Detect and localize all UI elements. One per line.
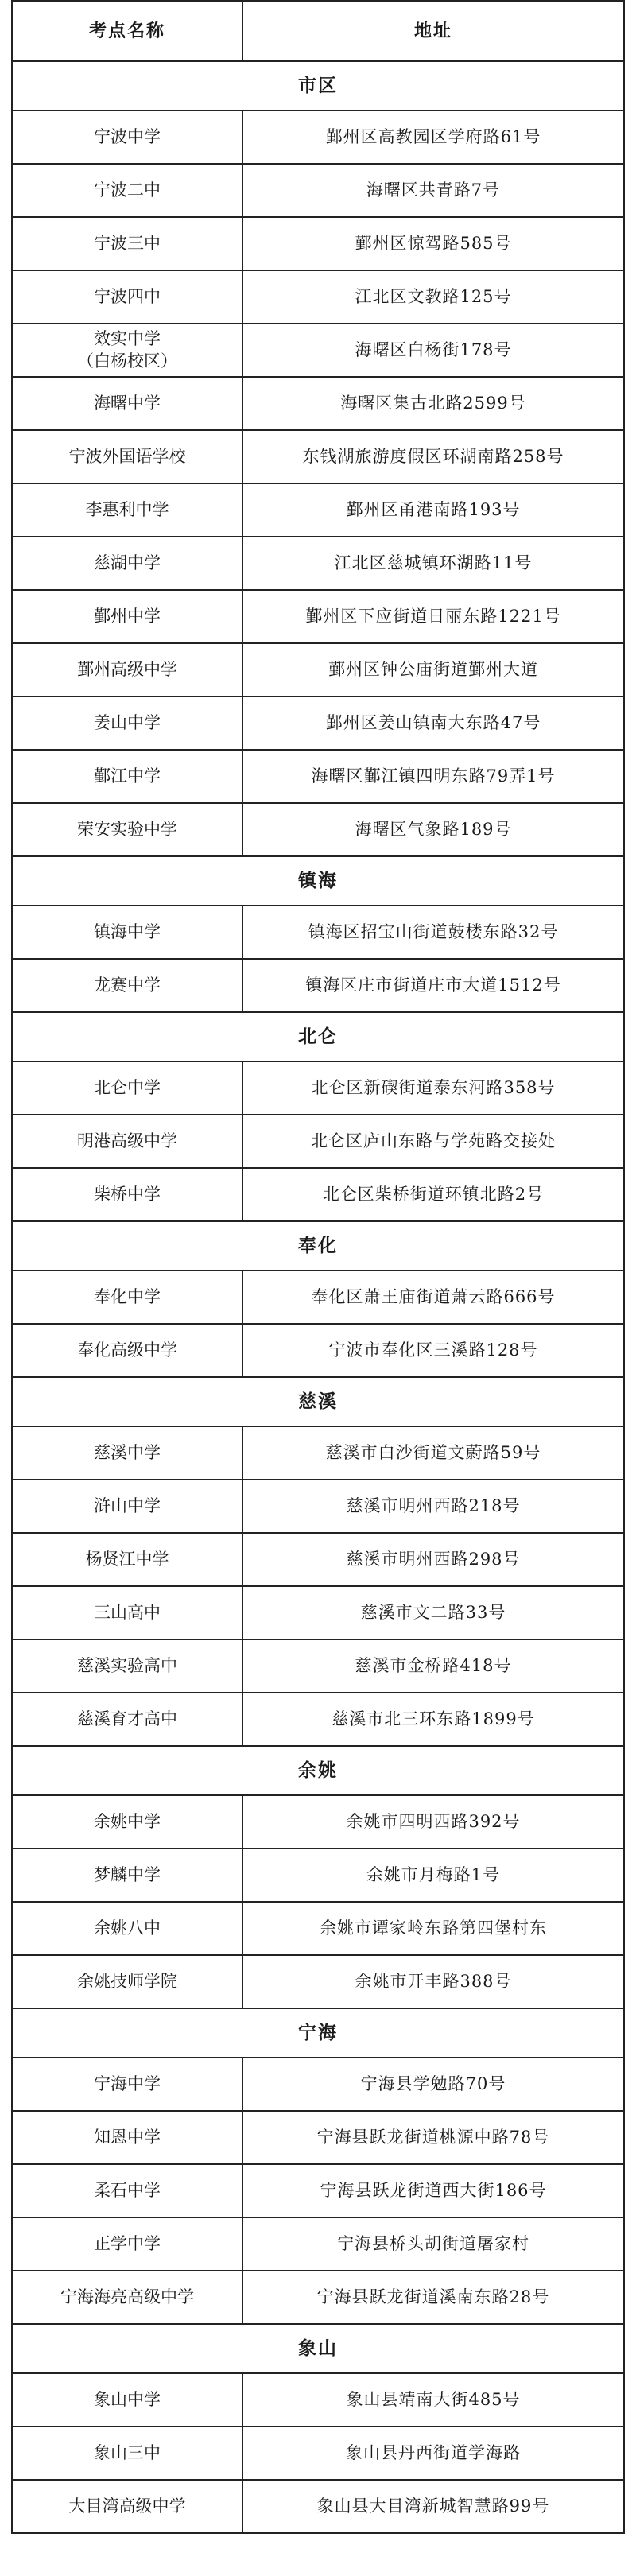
exam-site-name: 奉化中学: [94, 1286, 161, 1306]
exam-site-name: （白杨校区）: [77, 351, 177, 370]
exam-site-name-cell: [12, 590, 242, 643]
exam-site-address: 宁波市奉化区三溪路128号: [242, 1324, 624, 1377]
table-row: [12, 1271, 624, 1324]
table-row: [12, 590, 624, 643]
exam-site-name: 龙赛中学: [94, 975, 161, 995]
exam-site-address: 宁海县学勉路70号: [242, 2058, 624, 2111]
table-row: [12, 1795, 624, 1849]
exam-site-address: 镇海区招宝山街道鼓楼东路32号: [242, 906, 624, 959]
exam-site-name: 宁波外国语学校: [68, 446, 186, 466]
table-row: [12, 906, 624, 959]
exam-site-name-cell: [12, 1902, 242, 1955]
table-row: [12, 1639, 624, 1693]
exam-site-name-cell: [12, 111, 242, 164]
table-row: [12, 217, 624, 270]
table-row: [12, 430, 624, 483]
exam-site-address: 慈溪市北三环东路1899号: [242, 1693, 624, 1746]
exam-site-name-cell: [12, 1795, 242, 1849]
table-row: [12, 1480, 624, 1533]
exam-site-address: 余姚市开丰路388号: [242, 1955, 624, 2008]
exam-site-address: 海曙区鄞江镇四明东路79弄1号: [242, 750, 624, 803]
region-row: [12, 1746, 624, 1795]
exam-site-name-cell: [12, 2164, 242, 2217]
exam-site-name: 奉化高级中学: [77, 1340, 177, 1360]
exam-site-address: 宁海县跃龙街道西大街186号: [242, 2164, 624, 2217]
exam-site-address: 海曙区气象路189号: [242, 803, 624, 856]
table-row: [12, 750, 624, 803]
exam-site-name: 象山中学: [94, 2389, 161, 2409]
region-name: 市区: [12, 61, 624, 111]
exam-site-name-cell: [12, 2480, 242, 2533]
region-row: [12, 856, 624, 906]
exam-site-name: 正学中学: [94, 2233, 161, 2253]
exam-site-name-cell: [12, 906, 242, 959]
region-row: [12, 1221, 624, 1271]
exam-site-name: 效实中学: [94, 329, 161, 349]
exam-site-name: 浒山中学: [94, 1496, 161, 1515]
exam-site-name: 知恩中学: [94, 2127, 161, 2147]
exam-site-address: 慈溪市白沙街道文蔚路59号: [242, 1426, 624, 1480]
exam-site-address: 象山县丹西街道学海路: [242, 2427, 624, 2480]
exam-site-name: 姜山中学: [94, 712, 161, 732]
region-name: 奉化: [12, 1221, 624, 1271]
exam-site-name: 象山三中: [94, 2442, 161, 2462]
table-row: [12, 2058, 624, 2111]
table-row: [12, 1324, 624, 1377]
exam-site-name: 鄞州高级中学: [77, 659, 177, 679]
exam-site-name-cell: [12, 1324, 242, 1377]
exam-site-address: 余姚市谭家岭东路第四堡村东: [242, 1902, 624, 1955]
table-row: [12, 1533, 624, 1586]
exam-site-address: 余姚市月梅路1号: [242, 1849, 624, 1902]
exam-site-address: 鄞州区姜山镇南大东路47号: [242, 696, 624, 750]
table-row: [12, 2373, 624, 2427]
table-row: [12, 1902, 624, 1955]
exam-site-name: 杨贤江中学: [85, 1549, 169, 1569]
table-row: [12, 324, 624, 377]
exam-site-name: 北仑中学: [94, 1077, 161, 1097]
exam-site-name: 宁海海亮高级中学: [60, 2287, 194, 2306]
exam-site-address: 鄞州区下应街道日丽东路1221号: [242, 590, 624, 643]
exam-site-address: 宁海县桥头胡街道屠家村: [242, 2217, 624, 2271]
exam-site-name-cell: [12, 430, 242, 483]
region-name: 宁海: [12, 2008, 624, 2058]
region-row: [12, 1377, 624, 1426]
exam-site-name-cell: [12, 1533, 242, 1586]
exam-site-name-cell: [12, 2271, 242, 2324]
table-row: [12, 270, 624, 324]
exam-site-name: 慈溪实验高中: [77, 1655, 177, 1675]
exam-site-name: 三山高中: [94, 1602, 161, 1622]
exam-site-name: 李惠利中学: [85, 499, 169, 519]
table-row: [12, 1115, 624, 1168]
exam-site-name-cell: [12, 377, 242, 430]
exam-site-address: 鄞州区惊驾路585号: [242, 217, 624, 270]
exam-site-address: 余姚市四明西路392号: [242, 1795, 624, 1849]
region-row: [12, 1012, 624, 1061]
exam-site-address: 慈溪市金桥路418号: [242, 1639, 624, 1693]
exam-site-address: 东钱湖旅游度假区环湖南路258号: [242, 430, 624, 483]
exam-site-name-cell: [12, 2373, 242, 2427]
table-row: [12, 377, 624, 430]
exam-site-name-cell: [12, 2058, 242, 2111]
table-row: [12, 2164, 624, 2217]
exam-site-address: 慈溪市文二路33号: [242, 1586, 624, 1639]
exam-site-name: 大目湾高级中学: [68, 2496, 186, 2516]
table-row: [12, 643, 624, 696]
exam-site-address: 鄞州区甬港南路193号: [242, 483, 624, 537]
exam-site-name-cell: [12, 2427, 242, 2480]
exam-site-name-cell: [12, 1639, 242, 1693]
table-row: [12, 696, 624, 750]
header-row: [12, 1, 624, 61]
exam-site-name-cell: [12, 483, 242, 537]
exam-site-name: 柴桥中学: [94, 1184, 161, 1204]
table-row: [12, 1426, 624, 1480]
exam-site-name-cell: [12, 537, 242, 590]
exam-site-name-cell: [12, 2217, 242, 2271]
region-name: 镇海: [12, 856, 624, 906]
exam-site-name: 宁波二中: [94, 180, 161, 200]
exam-site-address: 江北区文教路125号: [242, 270, 624, 324]
exam-site-address: 慈溪市明州西路218号: [242, 1480, 624, 1533]
exam-site-address: 象山县靖南大街485号: [242, 2373, 624, 2427]
exam-site-table: [11, 0, 625, 2534]
table-row: [12, 803, 624, 856]
table-row: [12, 2271, 624, 2324]
exam-site-name-cell: [12, 1061, 242, 1115]
exam-site-name: 柔石中学: [94, 2180, 161, 2200]
exam-site-address: 象山县大目湾新城智慧路99号: [242, 2480, 624, 2533]
exam-site-name: 荣安实验中学: [77, 819, 177, 839]
exam-site-name-cell: [12, 803, 242, 856]
exam-site-address: 鄞州区高教园区学府路61号: [242, 111, 624, 164]
table-row: [12, 1061, 624, 1115]
table-row: [12, 164, 624, 217]
header-exam-site-name: 考点名称: [12, 1, 242, 61]
region-name: 北仑: [12, 1012, 624, 1061]
exam-site-name-cell: [12, 1271, 242, 1324]
exam-site-address: 奉化区萧王庙街道萧云路666号: [242, 1271, 624, 1324]
region-name: 象山: [12, 2324, 624, 2373]
table-row: [12, 2480, 624, 2533]
table-row: [12, 1586, 624, 1639]
exam-site-name: 鄞州中学: [94, 606, 161, 626]
region-name: 余姚: [12, 1746, 624, 1795]
exam-site-name: 慈溪中学: [94, 1442, 161, 1462]
exam-site-name-cell: [12, 750, 242, 803]
region-row: [12, 2008, 624, 2058]
table-row: [12, 2427, 624, 2480]
exam-site-name-cell: [12, 1586, 242, 1639]
exam-site-address: 宁海县跃龙街道溪南东路28号: [242, 2271, 624, 2324]
exam-site-address: 北仑区庐山东路与学苑路交接处: [242, 1115, 624, 1168]
table-body: [12, 61, 624, 2533]
exam-site-address: 海曙区集古北路2599号: [242, 377, 624, 430]
exam-site-address: 海曙区共青路7号: [242, 164, 624, 217]
exam-site-name: 宁波四中: [94, 286, 161, 306]
table-header: [12, 1, 624, 61]
table-row: [12, 1168, 624, 1221]
exam-site-name: 慈溪育才高中: [77, 1709, 177, 1728]
exam-site-name: 慈湖中学: [94, 553, 161, 572]
exam-site-name: 梦麟中学: [94, 1864, 161, 1884]
exam-site-name: 余姚八中: [94, 1918, 161, 1938]
exam-site-name-cell: [12, 2111, 242, 2164]
exam-site-address: 江北区慈城镇环湖路11号: [242, 537, 624, 590]
table-row: [12, 537, 624, 590]
exam-site-name: 海曙中学: [94, 393, 161, 413]
table-row: [12, 2111, 624, 2164]
table-row: [12, 483, 624, 537]
exam-site-name: 宁波中学: [94, 126, 161, 146]
exam-site-name: 余姚技师学院: [77, 1971, 177, 1991]
table-row: [12, 1693, 624, 1746]
exam-site-name: 宁波三中: [94, 233, 161, 253]
exam-site-name-cell: [12, 643, 242, 696]
exam-site-name: 镇海中学: [94, 921, 161, 941]
exam-site-address: 宁海县跃龙街道桃源中路78号: [242, 2111, 624, 2164]
exam-site-address: 北仑区柴桥街道环镇北路2号: [242, 1168, 624, 1221]
exam-site-name: 明港高级中学: [77, 1131, 177, 1150]
exam-site-name: 鄞江中学: [94, 766, 161, 786]
table-row: [12, 111, 624, 164]
exam-site-address: 北仑区新碶街道泰东河路358号: [242, 1061, 624, 1115]
exam-site-name-cell: [12, 1168, 242, 1221]
table-row: [12, 1955, 624, 2008]
exam-site-address: 镇海区庄市街道庄市大道1512号: [242, 959, 624, 1012]
exam-site-name: 宁海中学: [94, 2074, 161, 2093]
header-address: 地址: [242, 1, 624, 61]
exam-site-name-cell: [12, 1955, 242, 2008]
region-row: [12, 2324, 624, 2373]
exam-site-name-cell: [12, 696, 242, 750]
exam-site-name-cell: [12, 1693, 242, 1746]
region-row: [12, 61, 624, 111]
region-name: 慈溪: [12, 1377, 624, 1426]
exam-site-name-cell: [12, 1480, 242, 1533]
exam-site-name-cell: [12, 164, 242, 217]
exam-site-name: 余姚中学: [94, 1811, 161, 1831]
exam-site-address: 海曙区白杨街178号: [242, 324, 624, 377]
table-row: [12, 959, 624, 1012]
exam-site-name-cell: [12, 1426, 242, 1480]
exam-site-name-cell: [12, 1849, 242, 1902]
table-row: [12, 1849, 624, 1902]
exam-site-address: 鄞州区钟公庙街道鄞州大道: [242, 643, 624, 696]
exam-site-address: 慈溪市明州西路298号: [242, 1533, 624, 1586]
exam-site-table-container: [11, 0, 623, 2534]
exam-site-name-cell: [12, 270, 242, 324]
exam-site-name-cell: [12, 324, 242, 377]
exam-site-name-cell: [12, 1115, 242, 1168]
table-row: [12, 2217, 624, 2271]
exam-site-name-cell: [12, 959, 242, 1012]
exam-site-name-cell: [12, 217, 242, 270]
